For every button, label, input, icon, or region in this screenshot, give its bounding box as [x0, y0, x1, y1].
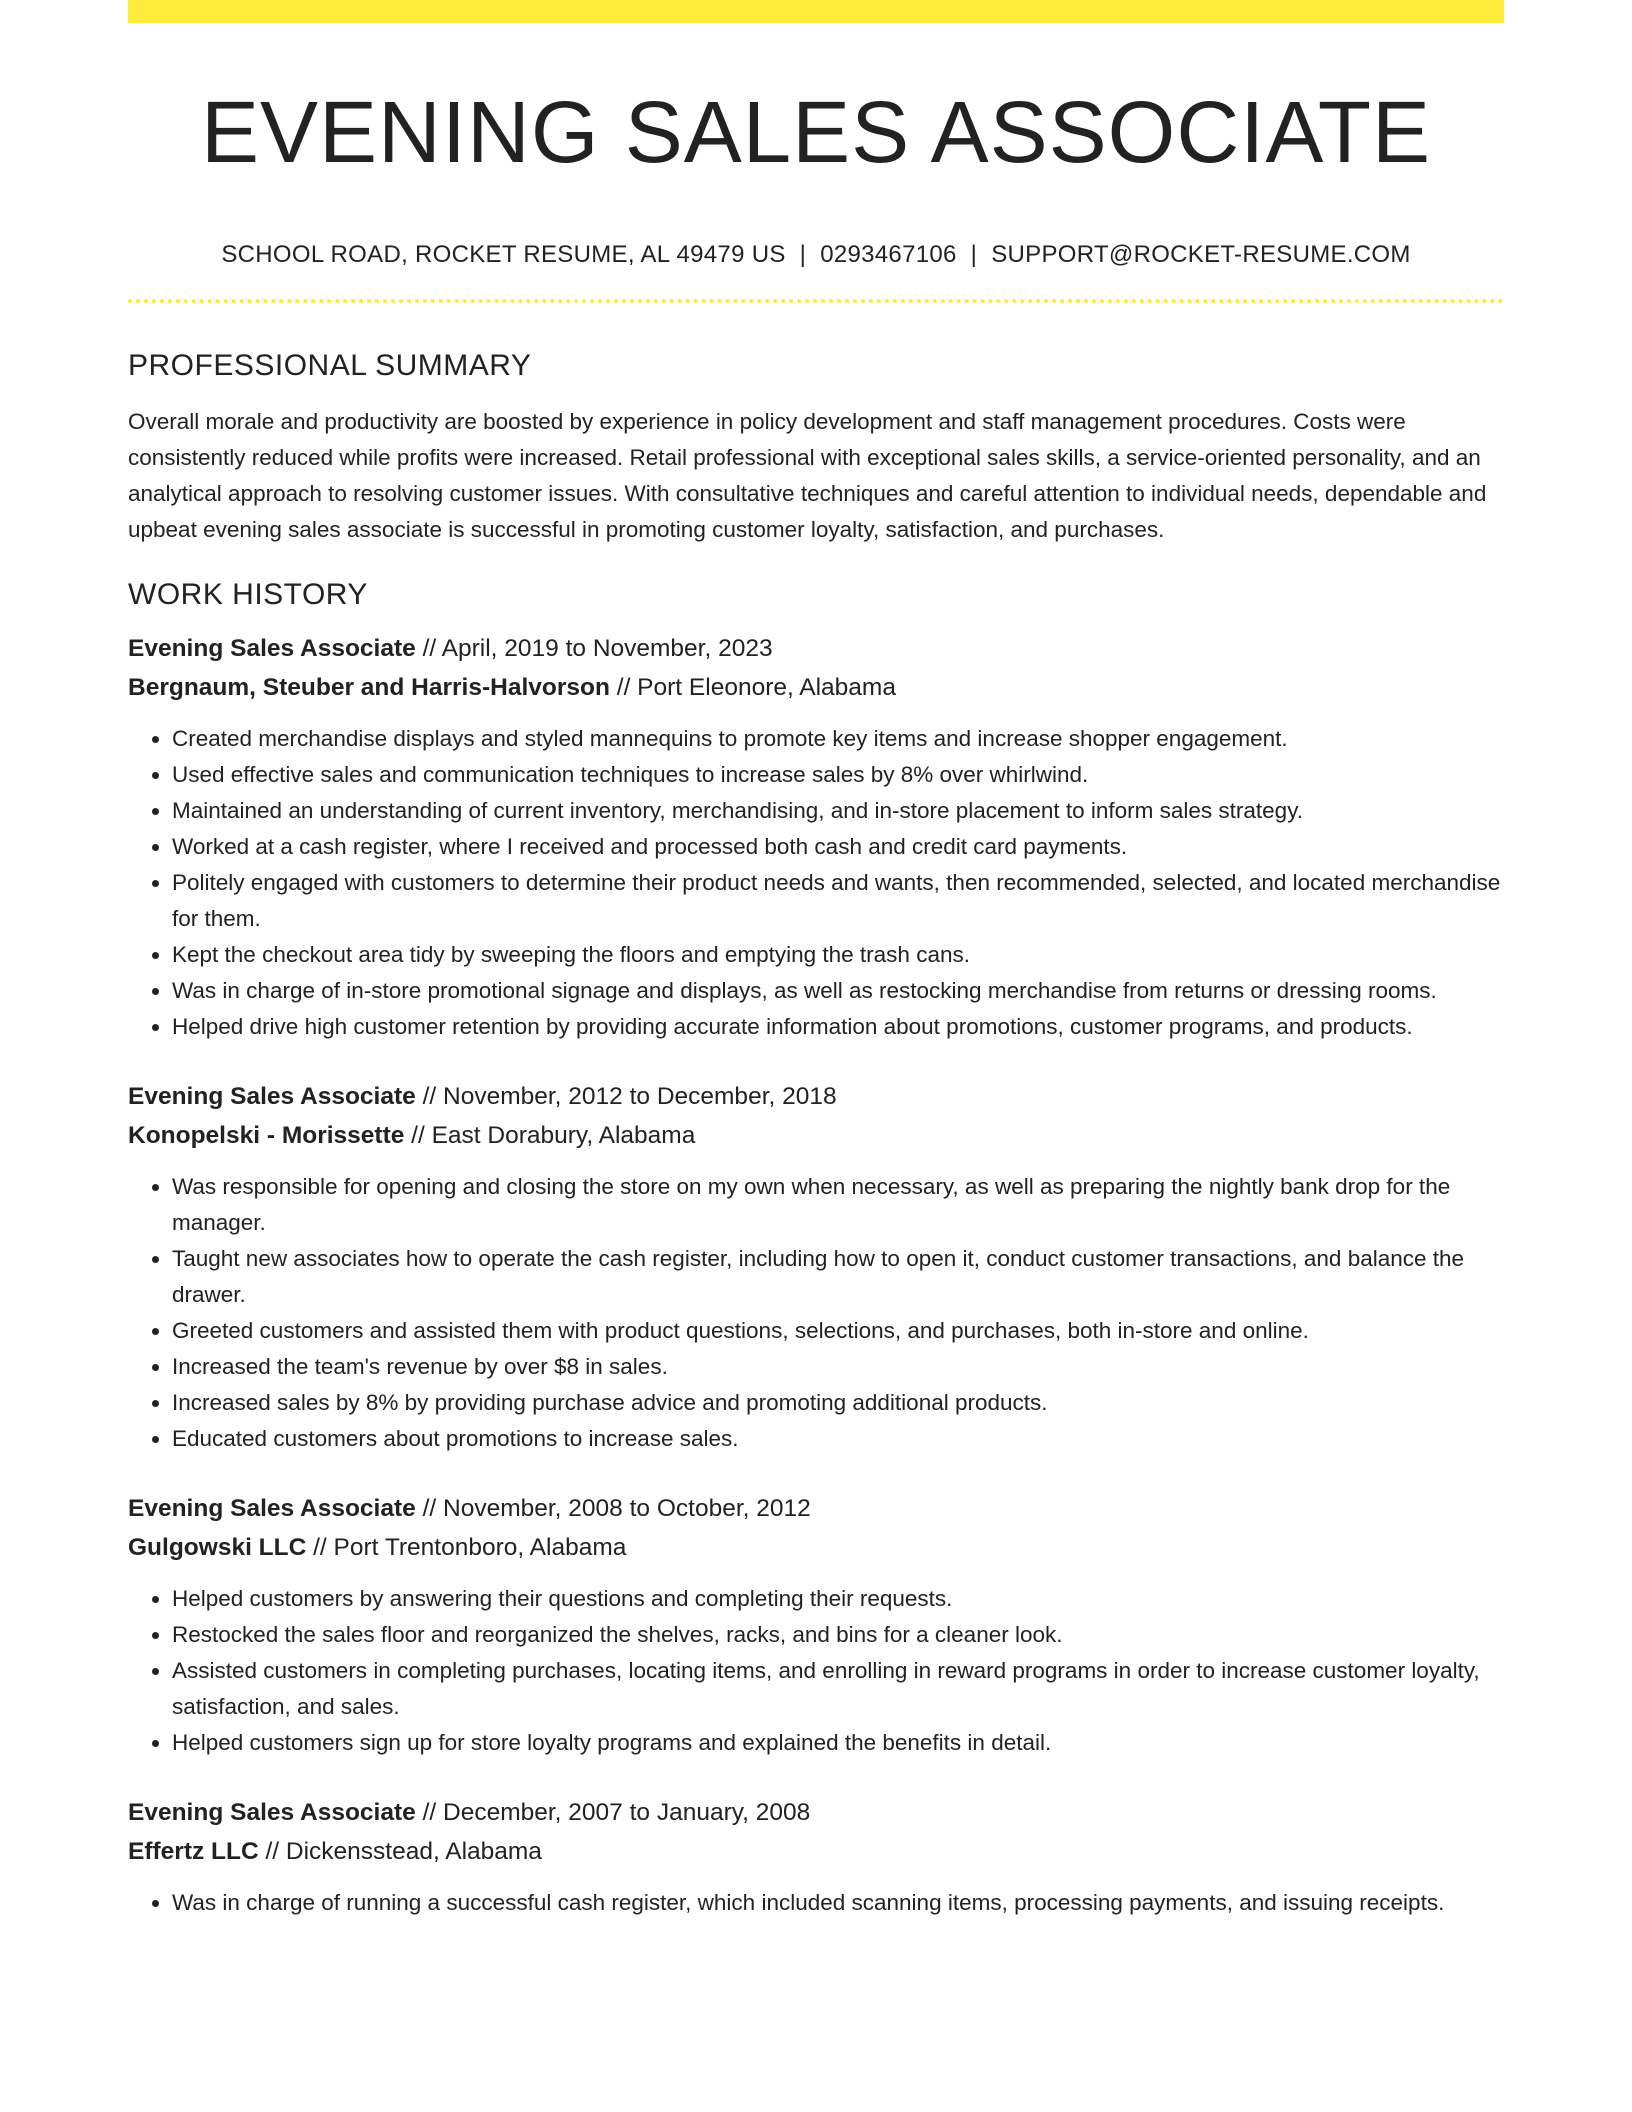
job-duties-list: [128, 721, 1504, 1045]
contact-separator: |: [799, 240, 807, 268]
dotted-divider: [128, 299, 1504, 303]
job-entry: [128, 1077, 1504, 1457]
duty-item: • Created merchandise displays and styled mannequins to promote key items and increase shopper engagement.: [172, 721, 1504, 757]
job-company: Effertz LLC: [128, 1838, 259, 1866]
duty-item: • Was in charge of running a successful cash register, which included scanning items, processing payments, and issuing receipts.: [172, 1885, 1504, 1921]
job-title: Evening Sales Associate: [128, 1083, 416, 1111]
job-dates: // April, 2019 to November, 2023: [415, 635, 773, 663]
duty-item: • Taught new associates how to operate the cash register, including how to open it, conduct customer transactions, and balance the drawer.: [172, 1241, 1504, 1313]
job-location: // Dickensstead, Alabama: [258, 1838, 542, 1866]
job-entry: [128, 629, 1504, 1045]
job-entry: [128, 1793, 1504, 1921]
duty-item: • Assisted customers in completing purchases, locating items, and enrolling in reward programs in order to increase customer loyalty, satisfaction, and sales.: [172, 1653, 1504, 1725]
duty-item: • Maintained an understanding of current inventory, merchandising, and in-store placement to inform sales strategy.: [172, 793, 1504, 829]
job-dates: // November, 2012 to December, 2018: [415, 1083, 837, 1111]
duty-item: • Was responsible for opening and closing the store on my own when necessary, as well as preparing the nightly bank drop for the manager.: [172, 1169, 1504, 1241]
contact-separator: |: [970, 240, 978, 268]
duty-item: • Helped customers sign up for store loyalty programs and explained the benefits in detail.: [172, 1725, 1504, 1761]
work-history-heading: WORK HISTORY: [128, 578, 368, 612]
duty-item: • Increased sales by 8% by providing purchase advice and promoting additional products.: [172, 1385, 1504, 1421]
duty-item: • Used effective sales and communication techniques to increase sales by 8% over whirlwind.: [172, 757, 1504, 793]
duty-item: • Worked at a cash register, where I received and processed both cash and credit card payments.: [172, 829, 1504, 865]
contact-email[interactable]: SUPPORT@ROCKET-RESUME.COM: [991, 240, 1411, 268]
job-company: Konopelski - Morissette: [128, 1122, 405, 1150]
job-location: // Port Eleonore, Alabama: [609, 674, 896, 702]
job-company-line: [128, 1116, 1504, 1155]
contact-address: SCHOOL ROAD, ROCKET RESUME, AL 49479 US: [221, 240, 786, 268]
job-company-line: [128, 1832, 1504, 1871]
duty-item: • Kept the checkout area tidy by sweeping the floors and emptying the trash cans.: [172, 937, 1504, 973]
job-company-line: [128, 1528, 1504, 1567]
job-dates: // November, 2008 to October, 2012: [415, 1495, 811, 1523]
duty-item: • Politely engaged with customers to determine their product needs and wants, then recommended, selected, and located merchandise for them.: [172, 865, 1504, 937]
duty-item: • Helped customers by answering their questions and completing their requests.: [172, 1581, 1504, 1617]
contact-line: [128, 241, 1504, 270]
duty-item: • Was in charge of in-store promotional signage and displays, as well as restocking merchandise from returns or dressing rooms.: [172, 973, 1504, 1009]
job-title: Evening Sales Associate: [128, 635, 416, 663]
job-duties-list: [128, 1169, 1504, 1457]
job-title-line: [128, 1077, 1504, 1116]
job-duties-list: [128, 1885, 1504, 1921]
duty-item: • Restocked the sales floor and reorganized the shelves, racks, and bins for a cleaner look.: [172, 1617, 1504, 1653]
job-dates: // December, 2007 to January, 2008: [415, 1799, 811, 1827]
summary-text: Overall morale and productivity are boosted by experience in policy development and staff management procedures. Costs were consistently reduced while profits were increased. Retail professional with exceptional sales skills, a service-oriented personality, and an analytical approach to resolving customer issues. With consultative techniques and careful attention to individual needs, dependable and upbeat evening sales associate is successful in promoting customer loyalty, satisfaction, and purchases.: [128, 409, 1487, 543]
duty-item: • Increased the team's revenue by over $8 in sales.: [172, 1349, 1504, 1385]
duty-item: • Helped drive high customer retention by providing accurate information about promotions, customer programs, and products.: [172, 1009, 1504, 1045]
job-location: // Port Trentonboro, Alabama: [306, 1534, 627, 1562]
contact-phone[interactable]: 0293467106: [820, 240, 957, 268]
job-duties-list: [128, 1581, 1504, 1761]
job-title-line: [128, 629, 1504, 668]
job-title: Evening Sales Associate: [128, 1799, 416, 1827]
resume-page: [128, 0, 1504, 1921]
duty-item: • Educated customers about promotions to increase sales.: [172, 1421, 1504, 1457]
job-title-line: [128, 1489, 1504, 1528]
job-entry: [128, 1489, 1504, 1761]
top-accent-bar: [128, 0, 1504, 23]
job-title: Evening Sales Associate: [128, 1495, 416, 1523]
job-location: // East Dorabury, Alabama: [404, 1122, 696, 1150]
resume-title: EVENING SALES ASSOCIATE: [200, 84, 1432, 181]
job-title-line: [128, 1793, 1504, 1832]
duty-item: • Greeted customers and assisted them with product questions, selections, and purchases, both in-store and online.: [172, 1313, 1504, 1349]
job-company: Bergnaum, Steuber and Harris-Halvorson: [128, 674, 610, 702]
job-company-line: [128, 668, 1504, 707]
job-company: Gulgowski LLC: [128, 1534, 307, 1562]
summary-heading: PROFESSIONAL SUMMARY: [128, 349, 532, 383]
